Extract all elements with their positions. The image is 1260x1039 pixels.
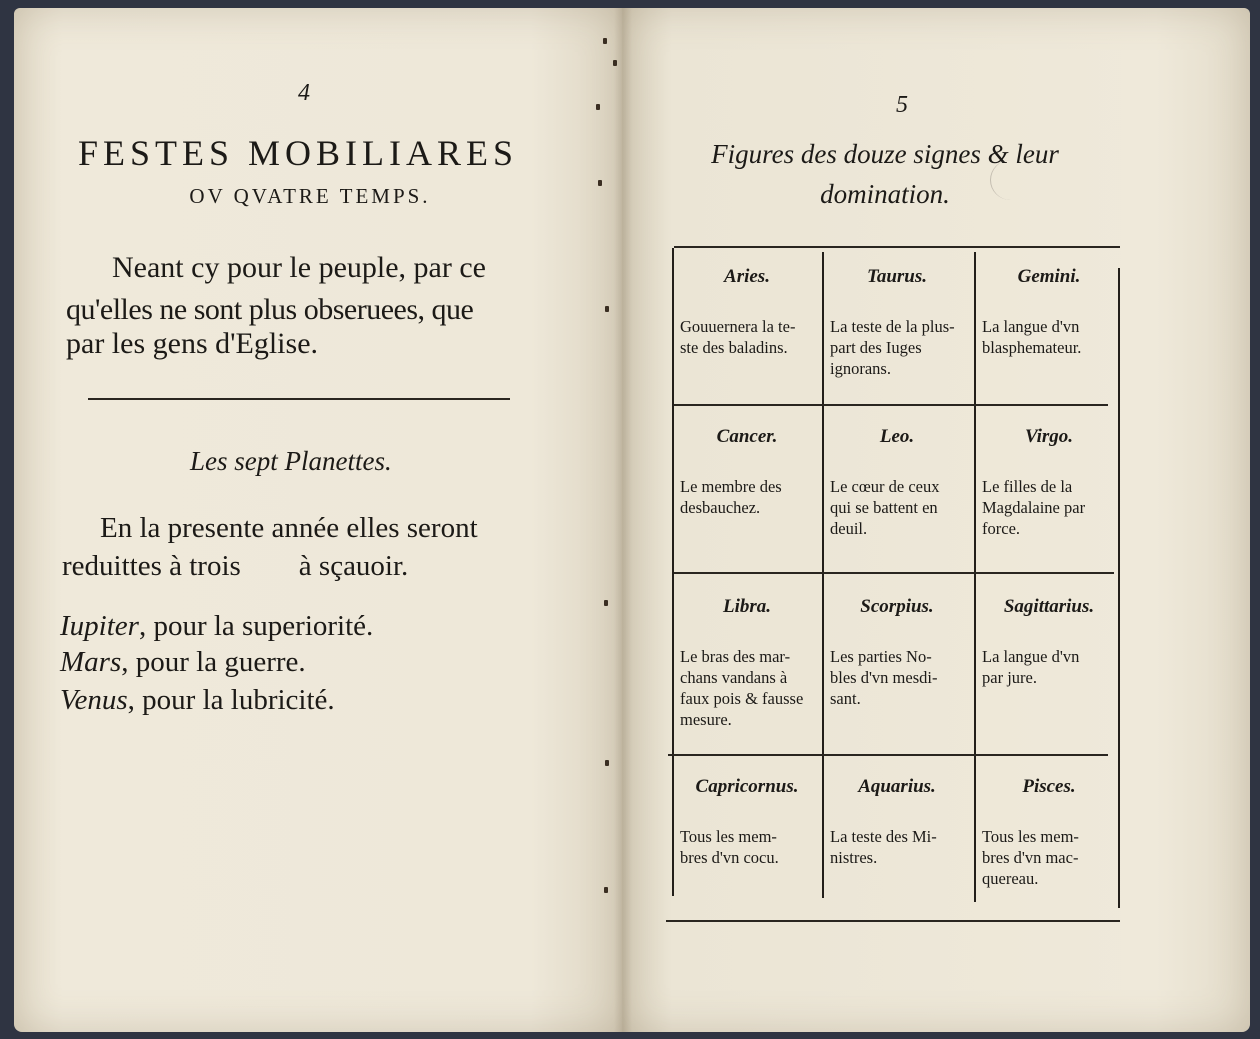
zodiac-domination-line: deuil. xyxy=(830,519,868,538)
zodiac-cell xyxy=(674,406,820,574)
zodiac-domination-line: Magdalaine par xyxy=(982,498,1086,517)
stitch-mark xyxy=(596,104,600,110)
zodiac-domination xyxy=(830,646,970,709)
zodiac-sign-name: Aries. xyxy=(724,266,770,287)
zodiac-cell xyxy=(674,576,820,744)
zodiac-domination-line: La teste de la plus- xyxy=(830,317,955,336)
zodiac-domination-line: mesure. xyxy=(680,710,732,729)
zodiac-domination-line: par jure. xyxy=(982,668,1037,687)
zodiac-domination-line: bres d'vn mac- xyxy=(982,848,1079,867)
zodiac-domination xyxy=(680,476,820,518)
planet-text: , pour la guerre. xyxy=(121,646,306,678)
zodiac-domination xyxy=(830,316,970,379)
zodiac-cell xyxy=(674,246,820,414)
zodiac-domination-line: chans vandans à xyxy=(680,668,788,687)
zodiac-cell xyxy=(674,756,820,924)
paragraph-line: qu'elles ne sont plus obseruees, que xyxy=(66,293,474,326)
zodiac-domination-line: Gouuernera la te- xyxy=(680,317,796,336)
zodiac-domination-line: desbauchez. xyxy=(680,498,761,517)
zodiac-sign-name: Cancer. xyxy=(716,426,778,447)
zodiac-sign-name: Leo. xyxy=(879,426,915,447)
stitch-mark xyxy=(598,180,602,186)
stitch-mark xyxy=(605,760,609,766)
zodiac-sign-name: Pisces. xyxy=(1022,776,1076,797)
planet-text: , pour la superiorité. xyxy=(138,610,374,642)
zodiac-sign-name: Scorpius. xyxy=(860,596,934,617)
zodiac-domination-line: La langue d'vn xyxy=(982,647,1080,666)
zodiac-domination-line: part des Iuges xyxy=(830,338,922,357)
planet-name: Venus xyxy=(60,684,128,716)
section-line: En la presente année elles seront xyxy=(100,512,478,544)
zodiac-domination-line: ignorans. xyxy=(830,359,891,378)
zodiac-domination-line: La teste des Mi- xyxy=(830,827,937,846)
pencil-mark xyxy=(990,160,1031,200)
page-subtitle: OV QVATRE TEMPS. xyxy=(189,184,431,208)
zodiac-cell xyxy=(976,756,1122,924)
zodiac-domination-line: bres d'vn cocu. xyxy=(680,848,779,867)
zodiac-domination-line: qui se battent en xyxy=(830,498,938,517)
zodiac-domination xyxy=(982,646,1122,688)
paragraph-line: Neant cy pour le peuple, par ce xyxy=(112,251,486,284)
zodiac-domination-line: nistres. xyxy=(830,848,878,867)
zodiac-domination-line: Le membre des xyxy=(680,477,782,496)
zodiac-domination xyxy=(680,646,820,730)
zodiac-sign-name: Aquarius. xyxy=(858,776,936,797)
zodiac-domination-line: Tous les mem- xyxy=(680,827,777,846)
planet-line-venus xyxy=(60,684,335,717)
stitch-mark xyxy=(604,887,608,893)
paragraph-line: par les gens d'Eglise. xyxy=(66,327,319,360)
zodiac-sign-name: Gemini. xyxy=(1017,266,1081,287)
zodiac-sign-name: Libra. xyxy=(722,596,772,617)
zodiac-domination-line: Le bras des mar- xyxy=(680,647,791,666)
stitch-mark xyxy=(603,38,607,44)
zodiac-domination-line: Le cœur de ceux xyxy=(830,477,940,496)
zodiac-domination xyxy=(982,316,1122,358)
left-page-number: 4 xyxy=(298,80,310,106)
stitch-mark xyxy=(604,600,608,606)
zodiac-domination-line: Le filles de la xyxy=(982,477,1073,496)
section-heading: Les sept Planettes. xyxy=(190,446,392,476)
zodiac-domination-line: blasphemateur. xyxy=(982,338,1082,357)
zodiac-cell xyxy=(824,246,970,414)
section-divider xyxy=(88,398,510,400)
zodiac-cell xyxy=(824,756,970,924)
zodiac-cell xyxy=(824,406,970,574)
zodiac-domination-line: Tous les mem- xyxy=(982,827,1079,846)
zodiac-domination xyxy=(982,476,1122,539)
zodiac-domination-line: bles d'vn mesdi- xyxy=(830,668,938,687)
zodiac-domination-line: quereau. xyxy=(982,869,1039,888)
zodiac-sign-name: Capricornus. xyxy=(695,776,799,797)
zodiac-cell xyxy=(976,406,1122,574)
planet-name: Iupiter xyxy=(60,610,139,642)
planet-name: Mars xyxy=(60,646,122,678)
zodiac-domination-line: La langue d'vn xyxy=(982,317,1080,336)
table-title-line: domination. xyxy=(820,179,950,209)
zodiac-cell xyxy=(824,576,970,744)
zodiac-domination xyxy=(982,826,1122,889)
zodiac-domination-line: force. xyxy=(982,519,1021,538)
zodiac-domination-line: ste des baladins. xyxy=(680,338,788,357)
zodiac-sign-name: Virgo. xyxy=(1024,426,1074,447)
right-page-number: 5 xyxy=(896,92,908,118)
planet-line-mars xyxy=(60,646,306,679)
zodiac-domination xyxy=(830,476,970,539)
section-line: reduittes à trois à sçauoir. xyxy=(62,550,409,582)
page-title: FESTES MOBILIARES xyxy=(77,133,519,173)
zodiac-domination-line: Les parties No- xyxy=(830,647,932,666)
zodiac-sign-name: Taurus. xyxy=(866,266,928,287)
table-title xyxy=(660,134,1110,214)
zodiac-cell xyxy=(976,246,1122,414)
zodiac-cell xyxy=(976,576,1122,744)
zodiac-domination xyxy=(830,826,970,868)
zodiac-sign-name: Sagittarius. xyxy=(1003,596,1095,617)
zodiac-domination xyxy=(680,826,820,868)
table-title-line: Figures des douze signes & leur xyxy=(711,139,1059,169)
zodiac-domination-line: sant. xyxy=(830,689,861,708)
stitch-mark xyxy=(613,60,617,66)
zodiac-domination-line: faux pois & fausse xyxy=(680,689,804,708)
book-gutter xyxy=(614,8,632,1032)
stitch-mark xyxy=(605,306,609,312)
zodiac-domination xyxy=(680,316,820,358)
planet-text: , pour la lubricité. xyxy=(127,684,335,716)
zodiac-table xyxy=(662,246,1124,918)
planet-line-jupiter xyxy=(60,610,373,643)
